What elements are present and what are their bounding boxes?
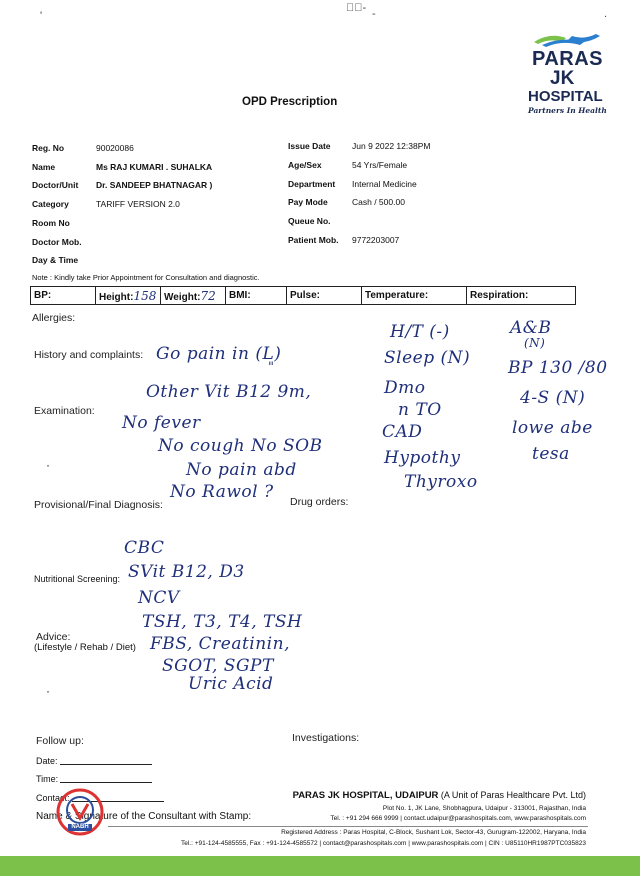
department-value: Internal Medicine bbox=[352, 179, 417, 189]
pulse-cell bbox=[287, 287, 362, 305]
allergies-label: Allergies: bbox=[32, 312, 76, 324]
scan-mark: . bbox=[604, 8, 608, 20]
handwriting-inv-7: Uric Acid bbox=[188, 674, 274, 694]
nabh-text: NABH bbox=[71, 824, 89, 830]
scan-mark: ' bbox=[40, 10, 43, 22]
hospital-logo bbox=[526, 30, 610, 118]
handwriting-middle-2: Sleep (N) bbox=[384, 348, 471, 368]
time-label: Time: bbox=[36, 774, 59, 784]
handwriting-inv-4: TSH, T3, T4, TSH bbox=[142, 612, 303, 632]
handwriting-left-2: " bbox=[268, 360, 275, 375]
footer-company-sub: (A Unit of Paras Healthcare Pvt. Ltd) bbox=[438, 790, 586, 800]
handwriting-middle-5: CAD bbox=[382, 422, 423, 442]
scan-mark: ⁻ﾟ- bbox=[346, 2, 367, 14]
logo-line2: JK bbox=[550, 68, 575, 89]
category-label: Category bbox=[32, 199, 69, 209]
handwriting-right-2: (N) bbox=[524, 336, 546, 350]
handwriting-middle-6: Hypothy bbox=[384, 448, 461, 468]
handwriting-inv-1: CBC bbox=[124, 538, 165, 558]
doctor-mob-label: Doctor Mob. bbox=[32, 237, 82, 247]
diagnosis-label: Provisional/Final Diagnosis: bbox=[34, 499, 163, 511]
height-value: 158 bbox=[133, 288, 157, 303]
hands-logo-icon bbox=[532, 30, 602, 48]
age-sex-value: 54 Yrs/Female bbox=[352, 160, 408, 170]
footer-green-bar bbox=[0, 856, 640, 876]
height-cell bbox=[96, 287, 161, 305]
handwriting-left-1: Go pain in (L) bbox=[156, 344, 282, 364]
footer-contact: Tel. : +91 294 666 9999 | contact.udaipur@parashospitals.com, www.parashospitals.com bbox=[330, 815, 586, 822]
respiration-label: Respiration: bbox=[470, 290, 529, 301]
history-label: History and complaints: bbox=[34, 349, 144, 361]
weight-cell bbox=[161, 287, 226, 305]
footer-company-line bbox=[293, 790, 586, 801]
queue-label: Queue No. bbox=[288, 216, 331, 226]
day-time-label: Day & Time bbox=[32, 255, 79, 265]
contact-label: Contact: bbox=[36, 793, 70, 803]
temperature-label: Temperature: bbox=[365, 290, 429, 301]
footer-registered: Registered Address : Paras Hospital, C-Block, Sushant Lok, Sector-43, Gurugram-122002, Haryana, India bbox=[281, 829, 586, 836]
logo-tagline: Partners In Health bbox=[528, 106, 607, 115]
pulse-label: Pulse: bbox=[290, 290, 321, 301]
department-label: Department bbox=[288, 179, 336, 189]
reg-no-label: Reg. No bbox=[32, 143, 65, 153]
handwriting-right-1: A&B bbox=[510, 318, 552, 338]
handwriting-right-5: lowe abe bbox=[512, 418, 593, 438]
dot-mark: · bbox=[46, 458, 50, 472]
page-title: OPD Prescription bbox=[242, 96, 338, 108]
scan-mark: - bbox=[372, 8, 376, 20]
time-line bbox=[60, 782, 152, 783]
patient-mob-label: Patient Mob. bbox=[288, 235, 339, 245]
patient-mob-value: 9772203007 bbox=[352, 235, 400, 245]
pay-mode-value: Cash / 500.00 bbox=[352, 197, 405, 207]
handwriting-left-4: No fever bbox=[122, 413, 201, 433]
pay-mode-label: Pay Mode bbox=[288, 197, 328, 207]
examination-label: Examination: bbox=[34, 405, 95, 417]
investigations-label: Investigations: bbox=[292, 732, 360, 744]
handwriting-middle-4: n TO bbox=[398, 400, 442, 420]
drug-orders-label: Drug orders: bbox=[290, 496, 349, 508]
bp-label: BP: bbox=[34, 290, 52, 301]
handwriting-right-4: 4-S (N) bbox=[520, 388, 586, 408]
name-label: Name bbox=[32, 162, 56, 172]
handwriting-right-6: tesa bbox=[532, 444, 570, 464]
vitals-table bbox=[30, 286, 576, 305]
handwriting-inv-5: FBS, Creatinin, bbox=[150, 634, 290, 654]
age-sex-label: Age/Sex bbox=[288, 160, 322, 170]
logo-line1: PARAS bbox=[532, 48, 604, 70]
issue-date-value: Jun 9 2022 12:38PM bbox=[352, 141, 431, 151]
follow-up-label: Follow up: bbox=[36, 735, 84, 747]
handwriting-left-5: No cough No SOB bbox=[158, 436, 323, 456]
handwriting-inv-6: SGOT, SGPT bbox=[162, 656, 274, 676]
dot-mark: · bbox=[46, 684, 50, 698]
temperature-cell bbox=[362, 287, 467, 305]
bp-cell bbox=[31, 287, 96, 305]
handwriting-right-3: BP 130 /80 bbox=[508, 358, 608, 378]
doctor-label: Doctor/Unit bbox=[32, 180, 79, 190]
doctor-value: Dr. SANDEEP BHATNAGAR ) bbox=[96, 180, 213, 190]
logo-line3: HOSPITAL bbox=[528, 88, 603, 105]
handwriting-inv-3: NCV bbox=[138, 588, 180, 608]
nutritional-label: Nutritional Screening: bbox=[34, 574, 121, 584]
handwriting-middle-7: Thyroxo bbox=[404, 472, 478, 492]
footer-reg-contact: Tel.: +91-124-4585555, Fax : +91-124-4585572 | contact@parashospitals.com | www.parashospitals.com | CIN : U85110HR1987PTC035823 bbox=[180, 840, 586, 847]
room-label: Room No bbox=[32, 218, 70, 228]
appointment-note: Note : Kindly take Prior Appointment for Consultation and diagnostic. bbox=[32, 273, 260, 282]
name-value: Ms RAJ KUMARI . SUHALKA bbox=[96, 162, 213, 172]
bmi-cell bbox=[226, 287, 287, 305]
weight-label: Weight: bbox=[164, 291, 201, 303]
weight-value: 72 bbox=[200, 288, 216, 303]
handwriting-left-6: No pain abd bbox=[186, 460, 297, 480]
category-value: TARIFF VERSION 2.0 bbox=[96, 199, 180, 209]
respiration-cell bbox=[467, 287, 576, 305]
footer-address: Plot No. 1, JK Lane, Shobhagpura, Udaipur - 313001, Rajasthan, India bbox=[382, 805, 586, 812]
advice-sub-label: (Lifestyle / Rehab / Diet) bbox=[34, 642, 136, 653]
advice-label: Advice: bbox=[36, 631, 71, 643]
handwriting-middle-3: Dmo bbox=[384, 378, 426, 398]
reg-no-value: 90020086 bbox=[96, 143, 134, 153]
issue-date-label: Issue Date bbox=[288, 141, 331, 151]
footer-company: PARAS JK HOSPITAL, UDAIPUR bbox=[292, 790, 439, 801]
date-line bbox=[60, 764, 152, 765]
handwriting-inv-2: SVit B12, D3 bbox=[128, 562, 245, 582]
footer-divider bbox=[108, 826, 588, 827]
height-label: Height: bbox=[99, 291, 134, 303]
handwriting-middle-1: H/T (-) bbox=[390, 322, 450, 342]
date-label: Date: bbox=[36, 756, 58, 766]
bmi-label: BMI: bbox=[229, 290, 251, 301]
nabh-badge bbox=[56, 788, 104, 836]
handwriting-left-3: Other Vit B12 9m, bbox=[146, 382, 312, 402]
handwriting-left-7: No Rawol ? bbox=[170, 482, 274, 502]
signature-label: Name & Signature of the Consultant with Stamp: bbox=[36, 811, 252, 822]
